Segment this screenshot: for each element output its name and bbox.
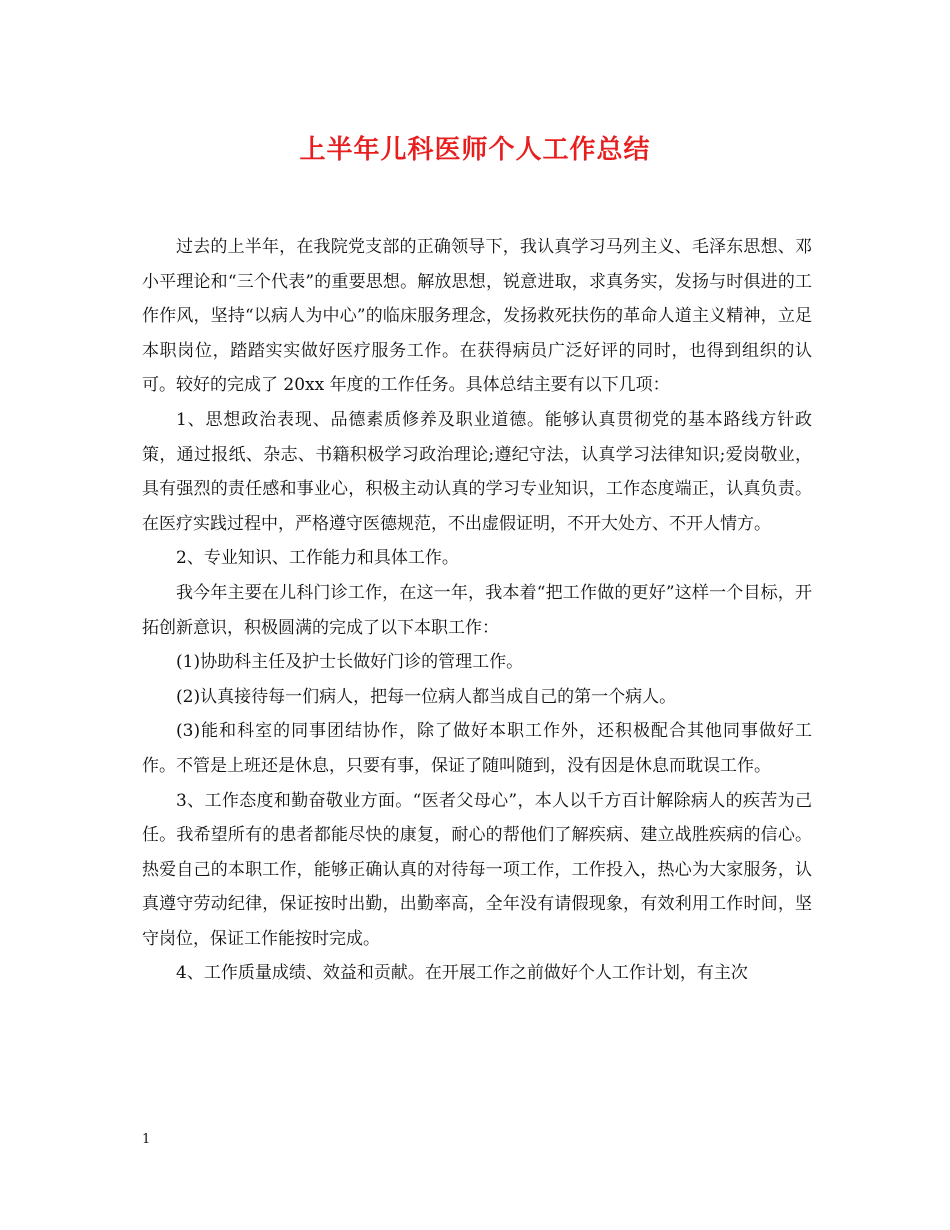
paragraph-section-2-body: 我今年主要在儿科门诊工作，在这一年，我本着“把工作做的更好”这样一个目标，开拓创新意识，积极圆满的完成了以下本职工作： bbox=[142, 582, 812, 638]
paragraph-intro: 过去的上半年，在我院党支部的正确领导下，我认真学习马列主义、毛泽东思想、邓小平理论和“三个代表”的重要思想。解放思想，锐意进取，求真务实，发扬与时俱进的工作作风，坚持“以病人为中心”的临床服务理念，发扬救死扶伤的革命人道主义精神，立足本职岗位，踏踏实实做好医疗服务工作。在获得病员广泛好评的同时，也得到组织的认可。较好的完成了 20xx 年度的工作任务。具体总结主要有以下几项： bbox=[142, 237, 812, 396]
paragraph-section-2-heading: 2、专业知识、工作能力和具体工作。 bbox=[176, 548, 459, 569]
page-number: 1 bbox=[142, 1132, 151, 1147]
paragraph-section-4: 4、工作质量成绩、效益和贡献。在开展工作之前做好个人工作计划，有主次 bbox=[176, 963, 748, 984]
paragraph-item-3: (3)能和科室的同事团结协作，除了做好本职工作外，还积极配合其他同事做好工作。不管是上班还是休息，只要有事，保证了随叫随到，没有因是休息而耽误工作。 bbox=[142, 721, 812, 776]
document-body bbox=[142, 230, 812, 991]
paragraph-item-2: (2)认真接待每一们病人，把每一位病人都当成自己的第一个病人。 bbox=[176, 686, 677, 707]
paragraph-section-3: 3、工作态度和勤奋敬业方面。“医者父母心”，本人以千方百计解除病人的疾苦为己任。我希望所有的患者都能尽快的康复，耐心的帮他们了解疾病、建立战胜疾病的信心。热爱自己的本职工作，能够正确认真的对待每一项工作，工作投入，热心为大家服务，认真遵守劳动纪律，保证按时出勤，出勤率高，全年没有请假现象，有效利用工作时间，坚守岗位，保证工作能按时完成。 bbox=[142, 790, 812, 949]
paragraph-section-1: 1、思想政治表现、品德素质修养及职业道德。能够认真贯彻党的基本路线方针政策，通过报纸、杂志、书籍积极学习政治理论;遵纪守法，认真学习法律知识;爱岗敬业，具有强烈的责任感和事业心，积极主动认真的学习专业知识，工作态度端正，认真负责。在医疗实践过程中，严格遵守医德规范，不出虚假证明，不开大处方、不开人情方。 bbox=[142, 409, 812, 534]
paragraph-item-1: (1)协助科主任及护士长做好门诊的管理工作。 bbox=[176, 652, 524, 673]
document-title: 上半年儿科医师个人工作总结 bbox=[299, 135, 651, 165]
